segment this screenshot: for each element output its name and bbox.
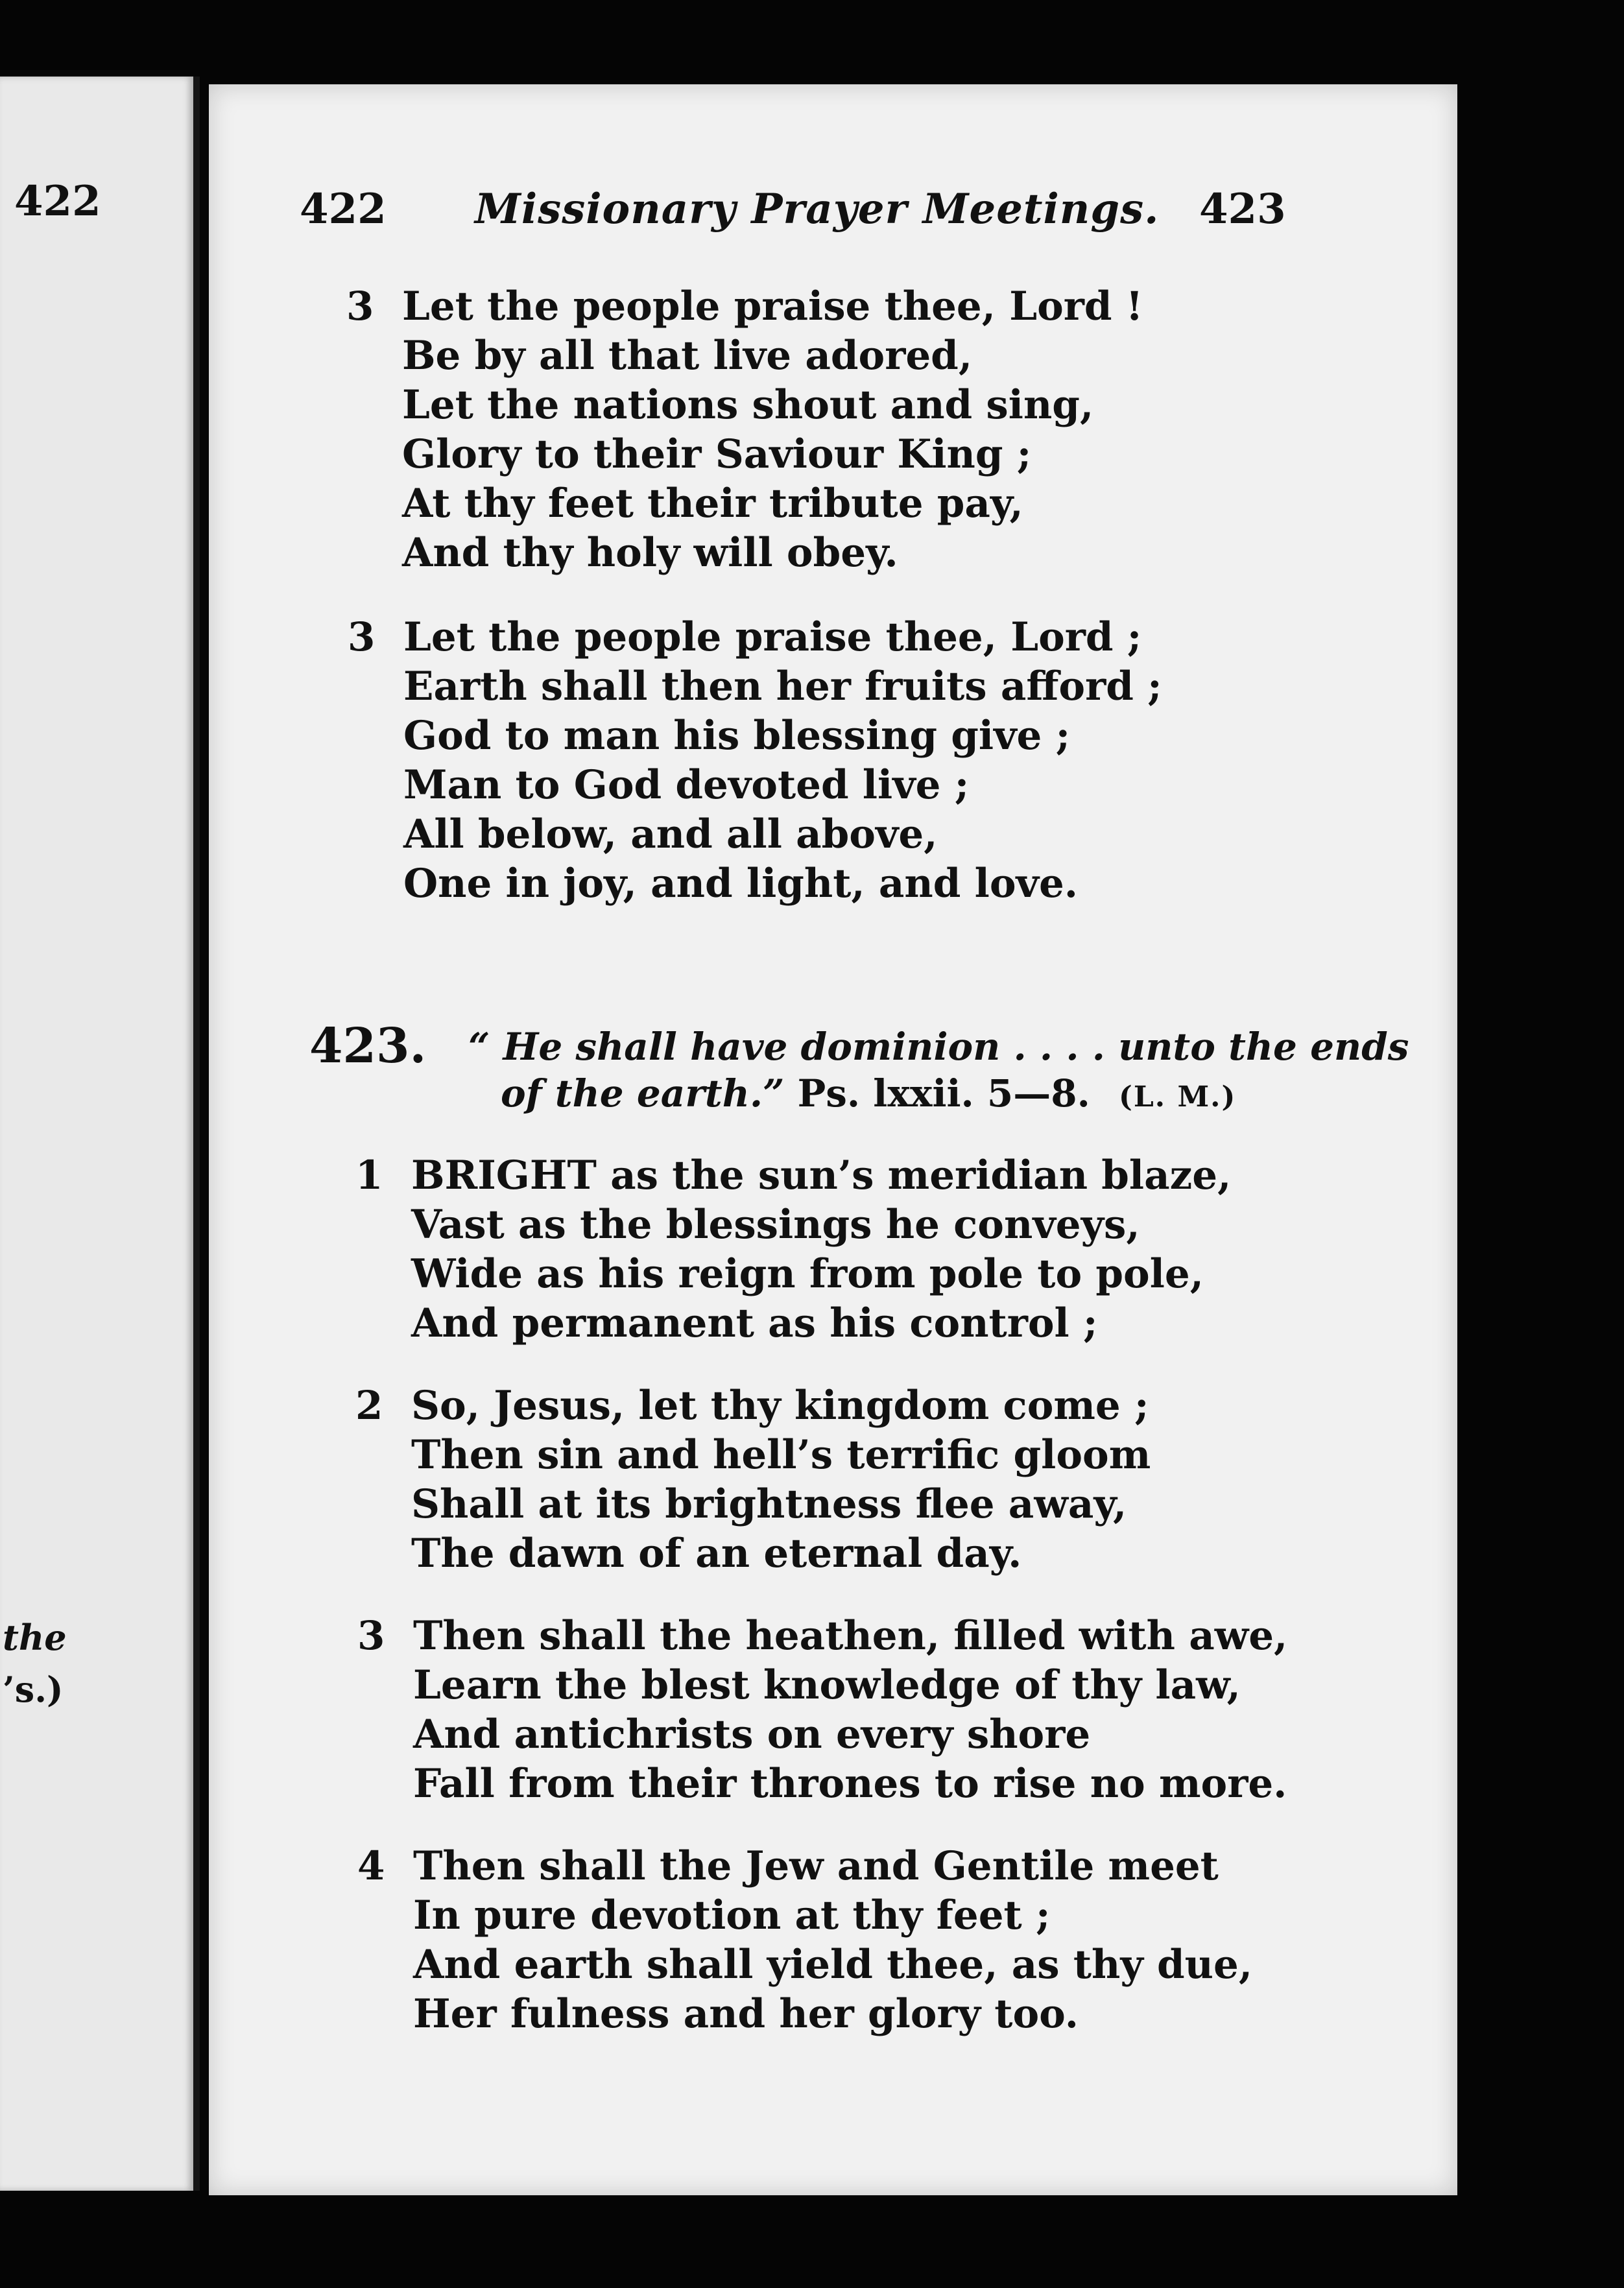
verse-line: Then shall the heathen, filled with awe, xyxy=(413,1613,1288,1659)
left-page-number: 422 xyxy=(14,177,101,226)
stanza xyxy=(357,1842,1253,2039)
hymn-epigraph xyxy=(468,1023,1409,1121)
verse-line: And thy holy will obey. xyxy=(402,530,898,576)
stanza-number: 3 xyxy=(348,614,376,660)
epigraph-line: of the earth.” xyxy=(501,1071,785,1115)
verse-line: All below, and all above, xyxy=(403,811,938,857)
left-page-edge xyxy=(0,77,200,2191)
verse-line: Then sin and hell’s terrific gloom xyxy=(411,1432,1151,1478)
verse-line: So, Jesus, let thy kingdom come ; xyxy=(411,1383,1149,1429)
verse-line: Her fulness and her glory too. xyxy=(413,1991,1079,2037)
epigraph-line: “ He shall have dominion . . . . unto the ends xyxy=(468,1025,1409,1069)
stanza-number: 3 xyxy=(357,1613,385,1659)
verse-line: Let the people praise thee, Lord ; xyxy=(403,614,1142,660)
stanza-number: 2 xyxy=(355,1383,383,1429)
verse-line: Let the nations shout and sing, xyxy=(402,382,1094,428)
stanza-number: 1 xyxy=(355,1152,383,1198)
verse-line: And antichrists on every shore xyxy=(413,1711,1091,1758)
book-page xyxy=(209,84,1457,2195)
verse-line: Glory to their Saviour King ; xyxy=(402,431,1032,477)
verse-line: Vast as the blessings he conveys, xyxy=(411,1202,1140,1248)
meter: (L. M.) xyxy=(1119,1080,1237,1114)
stanza-number: 3 xyxy=(346,283,374,329)
verse-line: Learn the blest knowledge of thy law, xyxy=(413,1662,1241,1708)
verse-line: Shall at its brightness flee away, xyxy=(411,1481,1127,1527)
stanza xyxy=(355,1151,1232,1348)
verse-line: Fall from their thrones to rise no more. xyxy=(413,1761,1287,1807)
left-page-fragment: ’s.) xyxy=(3,1669,64,1710)
verse-line: Wide as his reign from pole to pole, xyxy=(411,1251,1204,1297)
verse-line: BRIGHT as the sun’s meridian blaze, xyxy=(411,1152,1232,1198)
verse-line: Then shall the Jew and Gentile meet xyxy=(413,1843,1219,1889)
verse-line: Be by all that live adored, xyxy=(402,333,973,379)
verse-line: Earth shall then her fruits afford ; xyxy=(403,663,1162,709)
hymn-number: 423. xyxy=(309,1018,427,1074)
stanza xyxy=(346,282,1143,578)
running-header xyxy=(209,185,1457,243)
epigraph-reference-line xyxy=(468,1070,1409,1121)
verse-line: God to man his blessing give ; xyxy=(403,713,1071,759)
verse-line: In pure devotion at thy feet ; xyxy=(413,1892,1051,1938)
verse-line: One in joy, and light, and love. xyxy=(403,861,1079,907)
page-number-left: 422 xyxy=(300,185,387,233)
verse-line: Man to God devoted live ; xyxy=(403,762,970,808)
verse-line: Let the people praise thee, Lord ! xyxy=(402,283,1143,329)
verse-line: At thy feet their tribute pay, xyxy=(402,481,1023,527)
running-title: Missionary Prayer Meetings. xyxy=(475,185,1160,233)
verse-line: And earth shall yield thee, as thy due, xyxy=(413,1942,1253,1988)
scripture-reference: Ps. lxxii. 5—8. xyxy=(797,1071,1090,1115)
stanza xyxy=(357,1612,1288,1809)
stanza xyxy=(355,1381,1151,1579)
stanza xyxy=(348,613,1162,909)
left-page-fragment: the xyxy=(3,1617,67,1658)
verse-line: And permanent as his control ; xyxy=(411,1300,1098,1346)
stanza-number: 4 xyxy=(357,1843,385,1889)
page-number-right: 423 xyxy=(1199,185,1286,233)
verse-line: The dawn of an eternal day. xyxy=(411,1531,1022,1577)
